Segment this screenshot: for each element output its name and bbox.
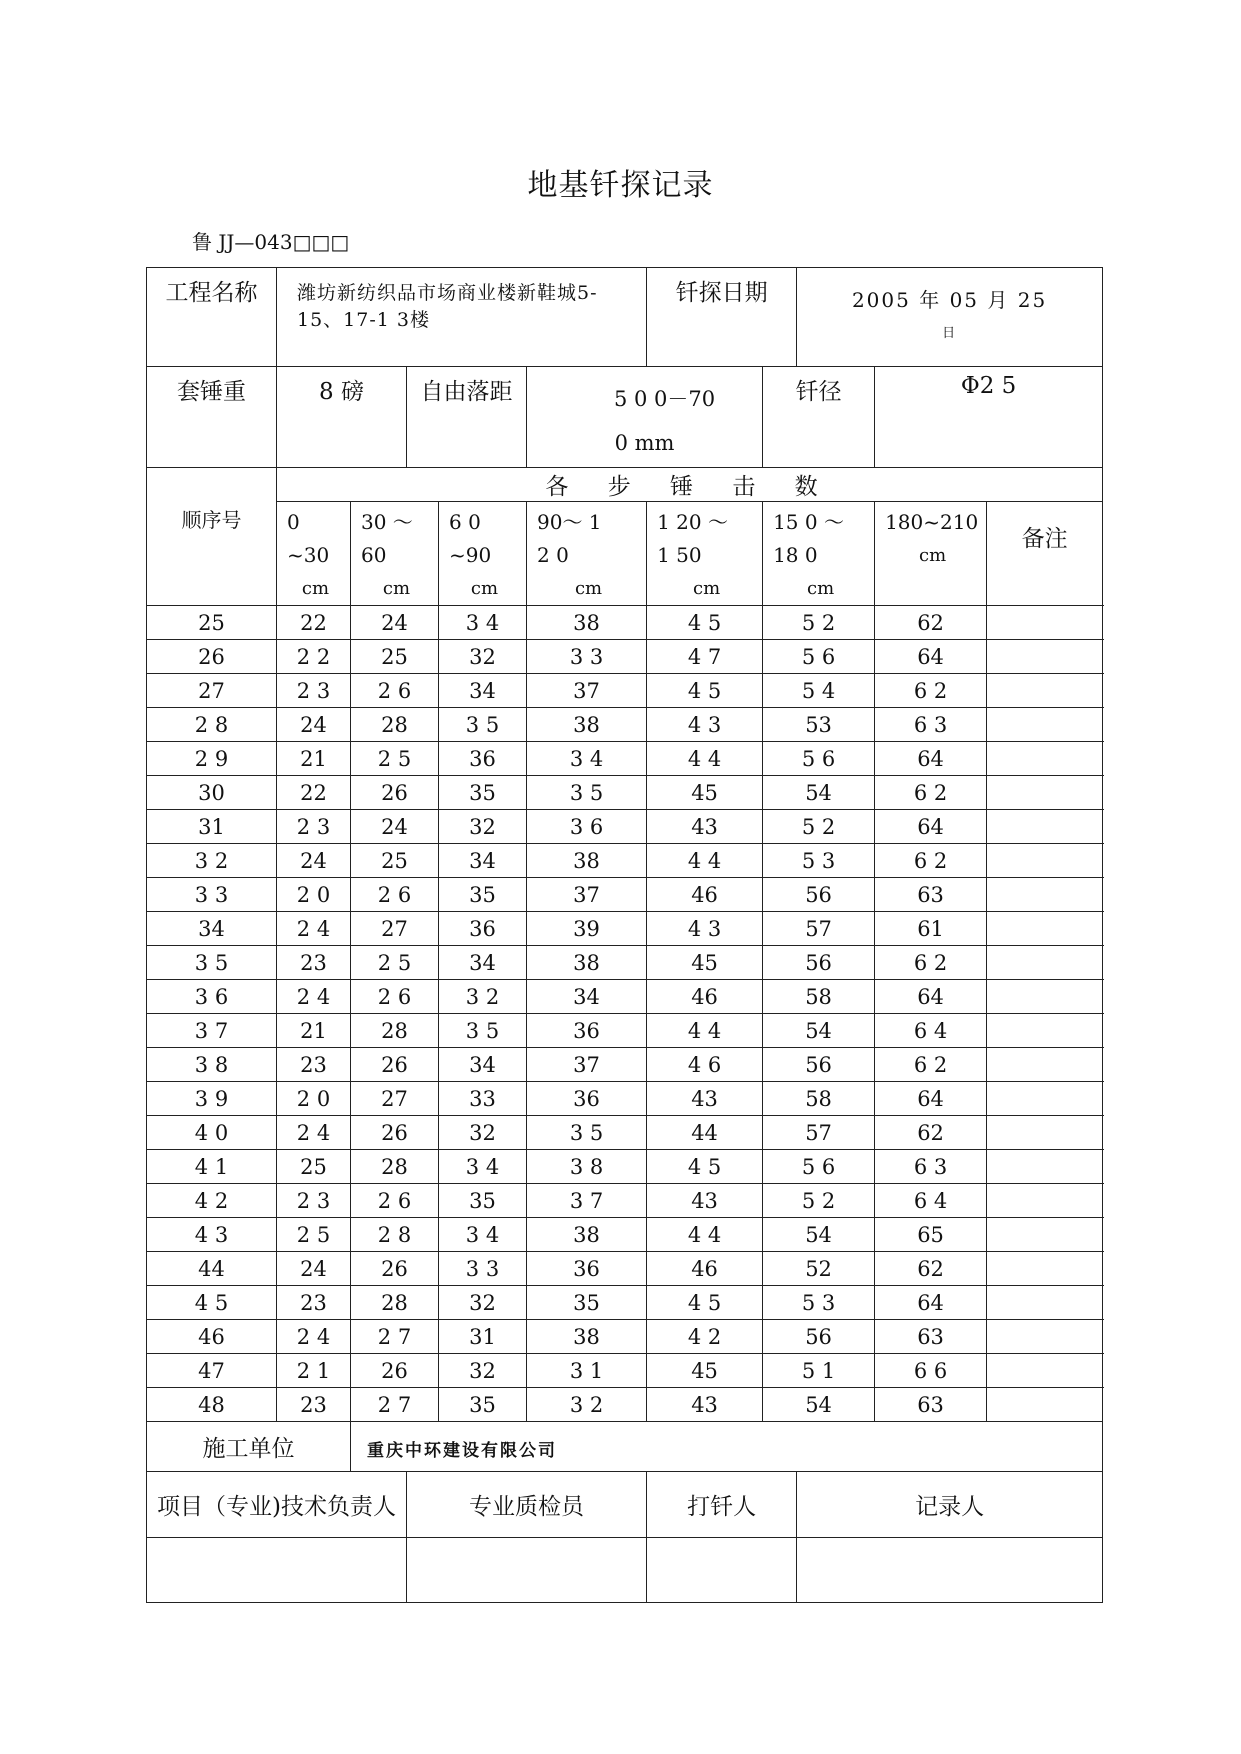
blow-count-cell: 38 <box>527 844 647 878</box>
blow-count-cell: 5 6 <box>763 640 875 674</box>
document-code: 鲁 JJ—043□□□ <box>192 230 350 254</box>
blow-count-cell: 2 0 <box>277 1082 351 1116</box>
blow-count-cell: 38 <box>527 1320 647 1354</box>
blow-count-cell: 2 3 <box>277 1184 351 1218</box>
blow-count-cell: 62 <box>875 606 987 640</box>
range-header-bottom: ~30 <box>287 543 330 567</box>
blow-count-cell: 31 <box>439 1320 527 1354</box>
range-header-unit: cm <box>692 578 721 599</box>
blow-count-cell: 22 <box>277 606 351 640</box>
blow-count-cell: 36 <box>439 912 527 946</box>
blow-count-cell: 54 <box>763 1014 875 1048</box>
table-row <box>147 1354 1103 1388</box>
sequence-number-label: 顺序号 <box>147 468 277 606</box>
sequence-number-cell: 31 <box>147 810 277 844</box>
blow-count-cell: 62 <box>875 1116 987 1150</box>
remark-cell[interactable] <box>987 980 1103 1014</box>
blow-count-cell: 2 5 <box>351 946 439 980</box>
blow-count-cell: 4 5 <box>647 1286 763 1320</box>
blow-count-cell: 2 4 <box>277 980 351 1014</box>
blow-count-cell: 2 5 <box>277 1218 351 1252</box>
blow-count-cell: 2 7 <box>351 1388 439 1422</box>
sequence-number-cell: 27 <box>147 674 277 708</box>
blow-count-cell: 56 <box>763 946 875 980</box>
blow-count-cell: 57 <box>763 912 875 946</box>
range-header-bottom: 1 50 <box>657 543 702 567</box>
remark-cell[interactable] <box>987 1014 1103 1048</box>
blow-count-cell: 4 2 <box>647 1320 763 1354</box>
table-row <box>147 980 1103 1014</box>
range-header-top: 6 0 <box>449 510 481 534</box>
blow-count-cell: 3 4 <box>439 1150 527 1184</box>
blow-count-cell: 3 7 <box>527 1184 647 1218</box>
blow-count-cell: 6 2 <box>875 844 987 878</box>
blow-count-cell: 26 <box>351 1048 439 1082</box>
range-header-top: 15 0 ～ <box>773 510 844 534</box>
sequence-number-cell: 2 9 <box>147 742 277 776</box>
table-row <box>147 674 1103 708</box>
blow-count-cell: 56 <box>763 1048 875 1082</box>
sequence-number-cell: 2 8 <box>147 708 277 742</box>
blow-count-cell: 4 5 <box>647 606 763 640</box>
range-header <box>875 502 987 606</box>
blow-count-cell: 34 <box>439 674 527 708</box>
blow-count-cell: 63 <box>875 1388 987 1422</box>
blow-count-cell: 64 <box>875 810 987 844</box>
blow-count-cell: 36 <box>527 1082 647 1116</box>
range-header-unit: cm <box>382 578 411 599</box>
blow-count-cell: 2 3 <box>277 674 351 708</box>
blow-count-cell: 4 3 <box>647 708 763 742</box>
sequence-number-cell: 3 3 <box>147 878 277 912</box>
blow-count-cell: 6 3 <box>875 708 987 742</box>
blow-count-cell: 23 <box>277 1388 351 1422</box>
blow-count-cell: 24 <box>277 844 351 878</box>
blow-count-cell: 3 2 <box>527 1388 647 1422</box>
blow-count-cell: 32 <box>439 810 527 844</box>
range-header <box>351 502 439 606</box>
sequence-number-cell: 3 2 <box>147 844 277 878</box>
table-row <box>147 810 1103 844</box>
blow-count-cell: 38 <box>527 946 647 980</box>
blow-count-cell: 5 2 <box>763 1184 875 1218</box>
blow-count-cell: 64 <box>875 742 987 776</box>
blow-count-cell: 2 1 <box>277 1354 351 1388</box>
blow-count-cell: 24 <box>277 1252 351 1286</box>
blow-count-cell: 38 <box>527 606 647 640</box>
sequence-number-cell: 4 5 <box>147 1286 277 1320</box>
range-header-bottom: 18 0 <box>773 543 818 567</box>
range-header-top: 1 20 ～ <box>657 510 728 534</box>
probe-record-table <box>146 267 1103 1603</box>
driller-label: 打钎人 <box>647 1472 797 1538</box>
range-header-unit: cm <box>470 578 499 599</box>
blow-count-cell: 4 5 <box>647 674 763 708</box>
project-name-value: 潍坊新纺织品市场商业楼新鞋城5-15、17-1 3楼 <box>277 268 647 367</box>
blow-count-cell: 3 5 <box>439 1014 527 1048</box>
blow-count-cell: 28 <box>351 1150 439 1184</box>
blow-count-cell: 6 2 <box>875 1048 987 1082</box>
table-row <box>147 1388 1103 1422</box>
remark-cell[interactable] <box>987 1286 1103 1320</box>
blow-count-cell: 2 6 <box>351 878 439 912</box>
blow-count-cell: 46 <box>647 878 763 912</box>
blow-count-cell: 35 <box>439 1388 527 1422</box>
blow-count-cell: 43 <box>647 1388 763 1422</box>
blow-count-cell: 3 5 <box>439 708 527 742</box>
blow-count-cell: 35 <box>439 1184 527 1218</box>
blow-count-cell: 2 5 <box>351 742 439 776</box>
table-row <box>147 946 1103 980</box>
blow-count-cell: 35 <box>439 878 527 912</box>
blow-count-cell: 25 <box>351 640 439 674</box>
rod-diameter-value: Φ2 5 <box>875 367 1103 468</box>
blow-count-cell: 27 <box>351 912 439 946</box>
blow-counts-title: 各 步 锤 击 数 <box>277 468 1103 502</box>
blow-count-cell: 5 2 <box>763 810 875 844</box>
range-header-top: 180~210 <box>885 510 979 534</box>
blow-count-cell: 56 <box>763 1320 875 1354</box>
range-header-top: 90～ 1 <box>537 510 602 534</box>
range-header-unit: cm <box>574 578 603 599</box>
blow-count-cell: 58 <box>763 980 875 1014</box>
blow-count-cell: 32 <box>439 1354 527 1388</box>
blow-count-cell: 22 <box>277 776 351 810</box>
blow-count-cell: 2 4 <box>277 1320 351 1354</box>
blow-count-cell: 26 <box>351 1354 439 1388</box>
blow-count-cell: 24 <box>277 708 351 742</box>
blow-count-cell: 2 8 <box>351 1218 439 1252</box>
remark-cell[interactable] <box>987 606 1103 640</box>
table-row <box>147 1286 1103 1320</box>
remark-cell[interactable] <box>987 674 1103 708</box>
remark-cell[interactable] <box>987 810 1103 844</box>
table-row <box>147 1320 1103 1354</box>
blow-count-cell: 4 4 <box>647 1218 763 1252</box>
hammer-weight-value: 8 磅 <box>277 367 407 468</box>
blow-count-cell: 54 <box>763 1218 875 1252</box>
blow-count-cell: 64 <box>875 980 987 1014</box>
blow-count-cell: 23 <box>277 1048 351 1082</box>
blow-count-cell: 2 3 <box>277 810 351 844</box>
blow-count-cell: 4 4 <box>647 1014 763 1048</box>
table-row <box>147 1150 1103 1184</box>
table-row <box>147 1082 1103 1116</box>
blow-count-cell: 2 4 <box>277 912 351 946</box>
sequence-number-cell: 48 <box>147 1388 277 1422</box>
blow-count-cell: 26 <box>351 1252 439 1286</box>
quality-inspector-label: 专业质检员 <box>407 1472 647 1538</box>
technical-lead-signature-cell[interactable] <box>147 1538 407 1603</box>
blow-count-cell: 21 <box>277 742 351 776</box>
blow-count-cell: 23 <box>277 1286 351 1320</box>
remark-cell[interactable] <box>987 1184 1103 1218</box>
blow-count-cell: 53 <box>763 708 875 742</box>
blow-count-cell: 38 <box>527 1218 647 1252</box>
blow-count-cell: 5 1 <box>763 1354 875 1388</box>
construction-unit-value: 重庆中环建设有限公司 <box>351 1422 1103 1472</box>
blow-count-cell: 35 <box>439 776 527 810</box>
blow-count-cell: 6 3 <box>875 1150 987 1184</box>
blow-count-cell: 56 <box>763 878 875 912</box>
recorder-label: 记录人 <box>797 1472 1103 1538</box>
remark-cell[interactable] <box>987 640 1103 674</box>
blow-count-cell: 34 <box>439 946 527 980</box>
range-header-unit: cm <box>806 578 835 599</box>
blow-count-cell: 62 <box>875 1252 987 1286</box>
range-header <box>527 502 647 606</box>
blow-count-cell: 3 5 <box>527 1116 647 1150</box>
blow-count-cell: 4 4 <box>647 844 763 878</box>
blow-count-cell: 6 2 <box>875 776 987 810</box>
blow-count-cell: 2 6 <box>351 1184 439 1218</box>
sequence-number-cell: 3 6 <box>147 980 277 1014</box>
blow-count-cell: 36 <box>439 742 527 776</box>
blow-count-cell: 28 <box>351 1014 439 1048</box>
blow-count-cell: 43 <box>647 1082 763 1116</box>
sequence-number-cell: 3 5 <box>147 946 277 980</box>
blow-count-cell: 21 <box>277 1014 351 1048</box>
range-header <box>763 502 875 606</box>
blow-count-cell: 45 <box>647 1354 763 1388</box>
drop-distance-line2: 0 mm <box>614 431 675 455</box>
blow-count-cell: 43 <box>647 810 763 844</box>
sequence-number-cell: 47 <box>147 1354 277 1388</box>
table-row <box>147 878 1103 912</box>
sequence-number-cell: 46 <box>147 1320 277 1354</box>
blow-count-cell: 38 <box>527 708 647 742</box>
remark-cell[interactable] <box>987 1252 1103 1286</box>
remark-cell[interactable] <box>987 776 1103 810</box>
blow-count-cell: 2 4 <box>277 1116 351 1150</box>
range-header-unit: cm <box>301 578 330 599</box>
blow-count-cell: 3 4 <box>439 1218 527 1252</box>
blow-count-cell: 4 5 <box>647 1150 763 1184</box>
blow-count-cell: 65 <box>875 1218 987 1252</box>
table-row <box>147 1014 1103 1048</box>
remark-cell[interactable] <box>987 1218 1103 1252</box>
blow-count-cell: 3 8 <box>527 1150 647 1184</box>
sequence-number-cell: 25 <box>147 606 277 640</box>
blow-count-cell: 3 3 <box>527 640 647 674</box>
table-row <box>147 1116 1103 1150</box>
table-row <box>147 776 1103 810</box>
blow-count-cell: 61 <box>875 912 987 946</box>
hammer-weight-label: 套锤重 <box>147 367 277 468</box>
blow-count-cell: 64 <box>875 640 987 674</box>
blow-count-cell: 32 <box>439 640 527 674</box>
sequence-number-cell: 26 <box>147 640 277 674</box>
blow-count-cell: 54 <box>763 1388 875 1422</box>
sequence-number-cell: 4 3 <box>147 1218 277 1252</box>
range-header-top: 30 ～ <box>361 510 413 534</box>
blow-count-cell: 35 <box>527 1286 647 1320</box>
blow-count-cell: 6 2 <box>875 674 987 708</box>
range-header-bottom: ~90 <box>449 543 492 567</box>
page-title: 地基钎探记录 <box>527 168 714 203</box>
table-row <box>147 1218 1103 1252</box>
table-row <box>147 912 1103 946</box>
probe-date-day: 日 <box>942 326 958 341</box>
drop-distance-value <box>527 367 763 468</box>
technical-lead-label: 项目（专业)技术负责人 <box>147 1472 407 1538</box>
remark-cell[interactable] <box>987 1354 1103 1388</box>
remark-cell[interactable] <box>987 1116 1103 1150</box>
blow-count-cell: 52 <box>763 1252 875 1286</box>
range-header-unit: cm <box>918 545 947 566</box>
blow-count-cell: 25 <box>277 1150 351 1184</box>
range-header <box>647 502 763 606</box>
range-header-bottom: 2 0 <box>537 543 569 567</box>
probe-date-value <box>797 268 1103 367</box>
recorder-signature-cell[interactable] <box>797 1538 1103 1603</box>
blow-count-cell: 3 6 <box>527 810 647 844</box>
blow-count-cell: 27 <box>351 1082 439 1116</box>
blow-count-cell: 5 4 <box>763 674 875 708</box>
blow-count-cell: 36 <box>527 1252 647 1286</box>
blow-count-cell: 3 2 <box>439 980 527 1014</box>
blow-count-cell: 5 2 <box>763 606 875 640</box>
sequence-number-cell: 44 <box>147 1252 277 1286</box>
range-header <box>277 502 351 606</box>
blow-count-cell: 5 6 <box>763 742 875 776</box>
blow-count-cell: 26 <box>351 1116 439 1150</box>
blow-count-cell: 44 <box>647 1116 763 1150</box>
remark-cell[interactable] <box>987 742 1103 776</box>
blow-count-cell: 39 <box>527 912 647 946</box>
remark-cell[interactable] <box>987 946 1103 980</box>
table-row <box>147 640 1103 674</box>
blow-count-cell: 33 <box>439 1082 527 1116</box>
blow-count-cell: 2 0 <box>277 878 351 912</box>
blow-count-cell: 25 <box>351 844 439 878</box>
table-row <box>147 1184 1103 1218</box>
remark-cell[interactable] <box>987 878 1103 912</box>
blow-count-cell: 3 3 <box>439 1252 527 1286</box>
blow-count-cell: 5 3 <box>763 844 875 878</box>
blow-count-cell: 58 <box>763 1082 875 1116</box>
blow-count-cell: 4 4 <box>647 742 763 776</box>
sequence-number-cell: 3 9 <box>147 1082 277 1116</box>
blow-count-cell: 34 <box>439 1048 527 1082</box>
blow-count-cell: 3 5 <box>527 776 647 810</box>
drop-distance-line1: 5 0 0－70 <box>613 387 716 411</box>
blow-count-cell: 45 <box>647 946 763 980</box>
sequence-number-cell: 4 0 <box>147 1116 277 1150</box>
probe-date-text: 2005 年 05 月 25 <box>851 288 1048 312</box>
blow-count-cell: 46 <box>647 1252 763 1286</box>
remark-cell[interactable] <box>987 1388 1103 1422</box>
remark-cell[interactable] <box>987 1048 1103 1082</box>
blow-count-cell: 28 <box>351 1286 439 1320</box>
sequence-number-cell: 3 8 <box>147 1048 277 1082</box>
blow-count-cell: 3 1 <box>527 1354 647 1388</box>
blow-count-cell: 4 7 <box>647 640 763 674</box>
blow-count-cell: 5 6 <box>763 1150 875 1184</box>
blow-count-cell: 64 <box>875 1286 987 1320</box>
blow-count-cell: 46 <box>647 980 763 1014</box>
remark-cell[interactable] <box>987 844 1103 878</box>
blow-count-cell: 6 6 <box>875 1354 987 1388</box>
driller-signature-cell[interactable] <box>647 1538 797 1603</box>
table-row <box>147 708 1103 742</box>
quality-inspector-signature-cell[interactable] <box>407 1538 647 1603</box>
remark-cell[interactable] <box>987 1150 1103 1184</box>
remark-cell[interactable] <box>987 1082 1103 1116</box>
blow-count-cell: 63 <box>875 878 987 912</box>
blow-count-cell: 34 <box>527 980 647 1014</box>
sequence-number-cell: 4 2 <box>147 1184 277 1218</box>
construction-unit-label: 施工单位 <box>147 1422 351 1472</box>
blow-count-cell: 54 <box>763 776 875 810</box>
range-header-bottom: 60 <box>361 543 387 567</box>
blow-count-cell: 3 4 <box>527 742 647 776</box>
blow-count-cell: 2 6 <box>351 980 439 1014</box>
blow-count-cell: 37 <box>527 1048 647 1082</box>
sequence-number-cell: 3 7 <box>147 1014 277 1048</box>
blow-count-cell: 24 <box>351 810 439 844</box>
rod-diameter-label: 钎径 <box>763 367 875 468</box>
blow-count-cell: 2 2 <box>277 640 351 674</box>
remarks-label: 备注 <box>987 502 1103 606</box>
blow-count-cell: 63 <box>875 1320 987 1354</box>
table-row <box>147 844 1103 878</box>
blow-count-cell: 24 <box>351 606 439 640</box>
remark-cell[interactable] <box>987 1320 1103 1354</box>
blow-count-cell: 57 <box>763 1116 875 1150</box>
blow-count-cell: 64 <box>875 1082 987 1116</box>
blow-count-cell: 37 <box>527 878 647 912</box>
probe-date-label: 钎探日期 <box>647 268 797 367</box>
remark-cell[interactable] <box>987 912 1103 946</box>
blow-count-cell: 43 <box>647 1184 763 1218</box>
drop-distance-label: 自由落距 <box>407 367 527 468</box>
blow-count-cell: 4 3 <box>647 912 763 946</box>
table-row <box>147 1048 1103 1082</box>
blow-count-cell: 37 <box>527 674 647 708</box>
blow-count-cell: 6 4 <box>875 1184 987 1218</box>
blow-count-cell: 32 <box>439 1286 527 1320</box>
project-name-label: 工程名称 <box>147 268 277 367</box>
remark-cell[interactable] <box>987 708 1103 742</box>
sequence-number-cell: 34 <box>147 912 277 946</box>
table-row <box>147 1252 1103 1286</box>
blow-count-cell: 45 <box>647 776 763 810</box>
blow-count-cell: 6 2 <box>875 946 987 980</box>
blow-count-cell: 6 4 <box>875 1014 987 1048</box>
blow-count-cell: 28 <box>351 708 439 742</box>
blow-count-cell: 23 <box>277 946 351 980</box>
blow-count-cell: 34 <box>439 844 527 878</box>
table-row <box>147 606 1103 640</box>
range-header <box>439 502 527 606</box>
blow-count-cell: 2 6 <box>351 674 439 708</box>
blow-count-cell: 32 <box>439 1116 527 1150</box>
blow-count-cell: 3 4 <box>439 606 527 640</box>
blow-count-cell: 26 <box>351 776 439 810</box>
blow-count-cell: 36 <box>527 1014 647 1048</box>
table-row <box>147 742 1103 776</box>
sequence-number-cell: 4 1 <box>147 1150 277 1184</box>
range-header-top: 0 <box>287 510 300 534</box>
blow-count-cell: 5 3 <box>763 1286 875 1320</box>
sequence-number-cell: 30 <box>147 776 277 810</box>
blow-count-cell: 4 6 <box>647 1048 763 1082</box>
blow-count-cell: 2 7 <box>351 1320 439 1354</box>
